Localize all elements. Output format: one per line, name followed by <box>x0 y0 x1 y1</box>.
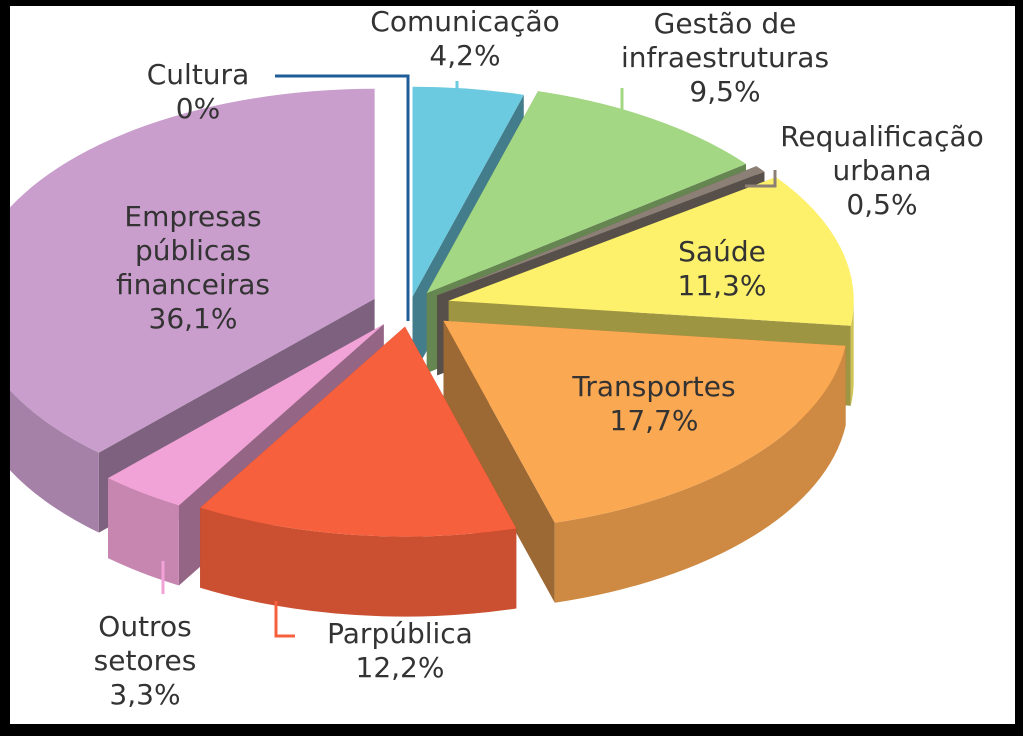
slice-label-outros-setores <box>94 610 197 711</box>
slice-label-parpublica <box>327 617 473 684</box>
slice-value-comunicacao: 4,2% <box>429 39 501 72</box>
slice-value-transportes: 17,7% <box>609 404 699 437</box>
slice-value-empresas-publicas-financeiras: 36,1% <box>148 302 238 335</box>
slice-label-gestao-de-infraestruturas <box>621 7 829 108</box>
slice-label-comunicacao <box>370 6 559 72</box>
slice-name-parpublica: Parpública <box>327 617 473 650</box>
slice-label-requalificacao-urbana <box>780 120 984 221</box>
pie-chart <box>10 6 1015 724</box>
slice-name-cultura: Cultura <box>146 58 250 91</box>
slice-name-outros-setores: Outros setores <box>93 610 197 677</box>
slice-value-outros-setores: 3,3% <box>109 678 181 711</box>
slice-name-comunicacao: Comunicação <box>370 6 560 38</box>
slice-value-cultura: 0% <box>175 92 221 125</box>
slice-name-empresas-publicas-financeiras: Empresas públicas financeiras <box>116 200 270 301</box>
slice-value-requalificacao-urbana: 0,5% <box>846 188 918 221</box>
slice-name-saude: Saúde <box>678 235 766 268</box>
slice-value-parpublica: 12,2% <box>355 651 445 684</box>
slice-name-gestao-de-infraestruturas: Gestão de infraestruturas <box>620 7 830 74</box>
slice-label-saude <box>678 235 767 302</box>
slice-name-requalificacao-urbana: Requalificação urbana <box>780 120 984 187</box>
slice-value-gestao-de-infraestruturas: 9,5% <box>689 75 761 108</box>
slice-name-transportes: Transportes <box>572 370 736 403</box>
chart-frame <box>10 6 1015 724</box>
slice-value-saude: 11,3% <box>677 269 767 302</box>
